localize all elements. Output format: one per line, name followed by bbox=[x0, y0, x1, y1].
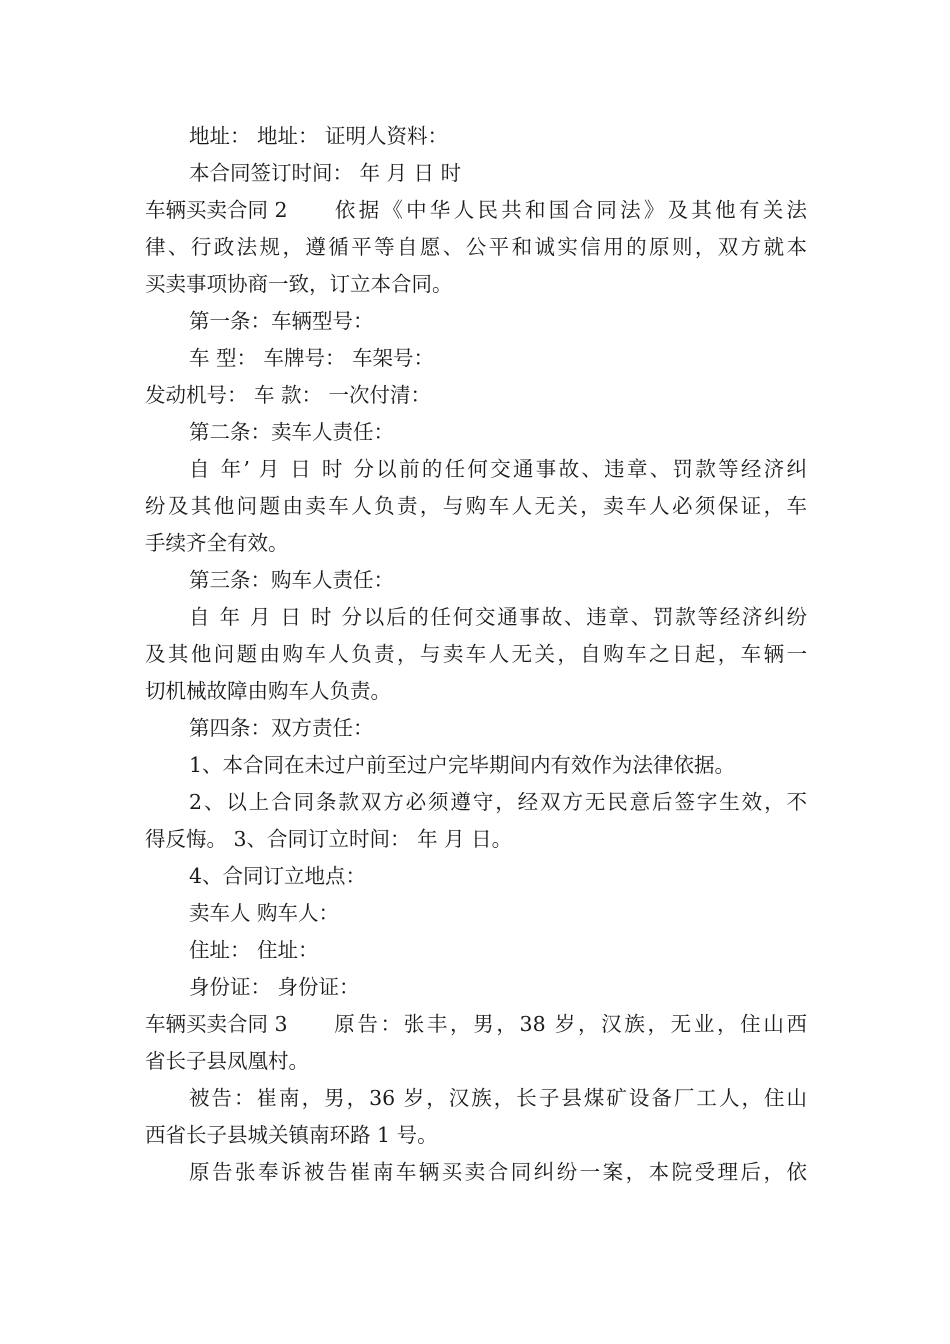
text-line: 被告：崔南，男，36 岁，汉族，长子县煤矿设备厂工人，住山 bbox=[189, 1086, 807, 1110]
text-line: 买卖事项协商一致，订立本合同。 bbox=[145, 272, 453, 296]
text-line: 地址： 地址： 证明人资料： bbox=[189, 124, 449, 148]
text-line: 切机械故障由购车人负责。 bbox=[145, 679, 391, 703]
text-line: 自 年’ 月 日 时 分以前的任何交通事故、违章、罚款等经济纠 bbox=[189, 457, 807, 481]
text-line: 及其他问题由购车人负责，与卖车人无关，自购车之日起，车辆一 bbox=[145, 642, 807, 666]
text-line: 得反悔。 3、合同订立时间： 年 月 日。 bbox=[145, 827, 513, 851]
text-line: 身份证： 身份证： bbox=[189, 975, 360, 999]
text-line: 纷及其他问题由卖车人负责，与购车人无关，卖车人必须保证，车 bbox=[145, 494, 807, 518]
text-line: 自 年 月 日 时 分以后的任何交通事故、违章、罚款等经济纠纷 bbox=[189, 605, 807, 629]
text-line: 住址： 住址： bbox=[189, 938, 319, 962]
text-segment: 原告：张丰，男，38 岁，汉族，无业，住山西 bbox=[331, 1012, 807, 1036]
text-line: 手续齐全有效。 bbox=[145, 531, 289, 555]
text-line: 本合同签订时间： 年 月 日 时 bbox=[189, 161, 462, 185]
text-line bbox=[145, 192, 807, 229]
text-line: 第一条：车辆型号： bbox=[189, 309, 374, 333]
text-line: 卖车人 购车人： bbox=[189, 901, 340, 925]
section-heading: 车辆买卖合同 3 bbox=[145, 1012, 288, 1036]
text-line: 第四条：双方责任： bbox=[189, 716, 374, 740]
text-line: 发动机号： 车 款： 一次付清： bbox=[145, 383, 432, 407]
text-line bbox=[145, 1006, 807, 1043]
text-line: 车 型： 车牌号： 车架号： bbox=[189, 346, 435, 370]
document-page bbox=[145, 118, 807, 1191]
text-line: 省长子县凤凰村。 bbox=[145, 1049, 309, 1073]
text-line: 原告张奉诉被告崔南车辆买卖合同纠纷一案，本院受理后，依 bbox=[189, 1160, 807, 1184]
text-line: 第二条：卖车人责任： bbox=[189, 420, 394, 444]
section-heading: 车辆买卖合同 2 bbox=[145, 198, 288, 222]
text-line: 第三条：购车人责任： bbox=[189, 568, 394, 592]
text-line: 律、行政法规，遵循平等自愿、公平和诚实信用的原则，双方就本 bbox=[145, 235, 807, 259]
text-segment: 依据《中华人民共和国合同法》及其他有关法 bbox=[331, 198, 807, 222]
text-line: 2、以上合同条款双方必须遵守，经双方无民意后签字生效，不 bbox=[189, 790, 807, 814]
text-line: 1、本合同在未过户前至过户完毕期间内有效作为法律依据。 bbox=[189, 753, 736, 777]
text-line: 4、合同订立地点： bbox=[189, 864, 367, 888]
text-line: 西省长子县城关镇南环路 1 号。 bbox=[145, 1123, 438, 1147]
